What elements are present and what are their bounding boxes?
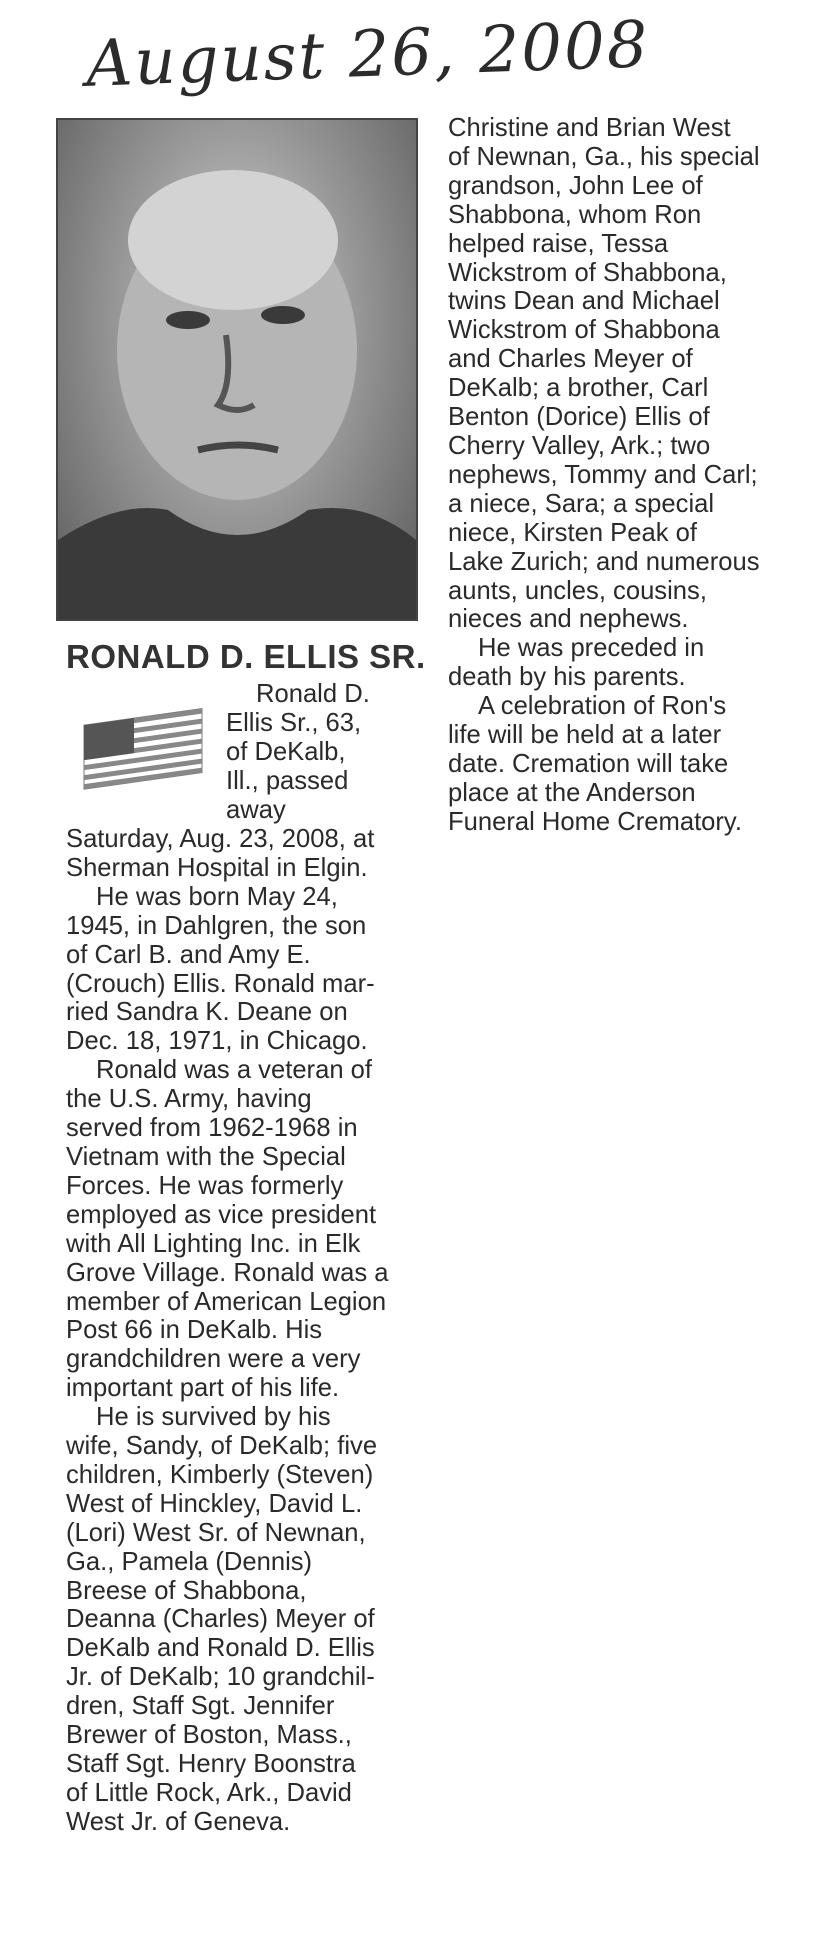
text-line: niece, Kirsten Peak of (448, 518, 697, 547)
text-line: He is survived by his (96, 1403, 331, 1432)
text-line: Brewer of Boston, Mass., (66, 1721, 352, 1750)
text-line: Saturday, Aug. 23, 2008, at (66, 825, 375, 853)
column-left (66, 825, 421, 1837)
text-line: wife, Sandy, of DeKalb; five (66, 1432, 378, 1461)
text-line: Wickstrom of Shabbona, (448, 258, 727, 287)
text-line: member of American Legion (66, 1287, 387, 1316)
text-line: Staff Sgt. Henry Boonstra (66, 1750, 356, 1778)
text-line: nephews, Tommy and Carl; (448, 460, 758, 489)
text-line: the U.S. Army, having (66, 1085, 312, 1114)
text-line: Cherry Valley, Ark.; two (448, 431, 711, 460)
text-line: West Jr. of Geneva. (66, 1807, 291, 1836)
text-line: and Charles Meyer of (448, 345, 693, 374)
text-line: A celebration of Ron's (478, 692, 727, 721)
handwritten-date: August 26, 2008 (84, 8, 651, 102)
text-line: employed as vice president (66, 1200, 377, 1229)
text-line: He was preceded in (478, 634, 705, 663)
obituary-clipping (56, 114, 812, 1928)
text-line: nieces and nephews. (448, 605, 689, 634)
text-line: children, Kimberly (Steven) (66, 1460, 374, 1489)
text-line: grandchildren were a very (66, 1345, 361, 1374)
text-line: a niece, Sara; a special (448, 489, 715, 518)
american-flag-icon (78, 702, 208, 792)
text-line: Lake Zurich; and numerous (448, 547, 760, 576)
text-line: Forces. He was formerly (66, 1171, 344, 1200)
text-line: date. Cremation will take (448, 749, 729, 778)
text-line: Christine and Brian West (448, 114, 731, 142)
text-line: ried Sandra K. Deane on (66, 998, 348, 1027)
text-line: Vietnam with the Special (66, 1142, 346, 1171)
lead-line: Ronald D. (256, 680, 370, 708)
text-line: of Carl B. and Amy E. (66, 940, 311, 969)
text-line: Grove Village. Ronald was a (66, 1258, 389, 1287)
text-line: of Newnan, Ga., his special (448, 142, 760, 171)
text-line: DeKalb; a brother, Carl (448, 374, 709, 403)
text-line: West of Hinckley, David L. (66, 1489, 363, 1518)
text-line: Breese of Shabbona, (66, 1576, 307, 1605)
text-line: Benton (Dorice) Ellis of (448, 403, 710, 432)
text-line: Ga., Pamela (Dennis) (66, 1547, 313, 1576)
lead-line: away (226, 796, 286, 824)
text-line: life will be held at a later (448, 721, 722, 750)
text-line: served from 1962-1968 in (66, 1114, 358, 1143)
text-line: place at the Anderson (448, 778, 696, 807)
text-line: with All Lighting Inc. in Elk (66, 1229, 361, 1258)
text-line: DeKalb and Ronald D. Ellis (66, 1634, 375, 1663)
lead-paragraph (226, 680, 426, 825)
text-line: death by his parents. (448, 663, 686, 692)
text-line: important part of his life. (66, 1374, 340, 1403)
text-line: (Crouch) Ellis. Ronald mar- (66, 969, 375, 998)
text-line: Deanna (Charles) Meyer of (66, 1605, 375, 1634)
text-line: grandson, John Lee of (448, 171, 703, 200)
lead-line: Ellis Sr., 63, (226, 709, 362, 737)
text-line: Ronald was a veteran of (96, 1056, 373, 1085)
text-line: twins Dean and Michael (448, 287, 720, 316)
portrait-icon (58, 120, 416, 619)
text-line: Wickstrom of Shabbona (448, 316, 720, 345)
obituary-headline: RONALD D. ELLIS SR. (66, 638, 426, 675)
portrait-photo (56, 118, 418, 621)
text-line: of Little Rock, Ark., David (66, 1778, 352, 1807)
text-line: Sherman Hospital in Elgin. (66, 853, 368, 882)
lead-line: of DeKalb, (226, 738, 346, 766)
text-line: He was born May 24, (96, 882, 338, 911)
text-line: aunts, uncles, cousins, (448, 576, 707, 605)
text-line: Funeral Home Crematory. (448, 807, 742, 836)
text-line: Dec. 18, 1971, in Chicago. (66, 1027, 368, 1056)
text-line: helped raise, Tessa (448, 229, 669, 258)
column-right (448, 114, 810, 837)
lead-line: Ill., passed (226, 767, 349, 795)
text-line: 1945, in Dahlgren, the son (66, 911, 367, 940)
text-line: Jr. of DeKalb; 10 grandchil- (66, 1663, 375, 1692)
text-line: (Lori) West Sr. of Newnan, (66, 1518, 366, 1547)
text-line: dren, Staff Sgt. Jennifer (66, 1692, 335, 1721)
text-line: Shabbona, whom Ron (448, 200, 702, 229)
text-line: Post 66 in DeKalb. His (66, 1316, 323, 1345)
